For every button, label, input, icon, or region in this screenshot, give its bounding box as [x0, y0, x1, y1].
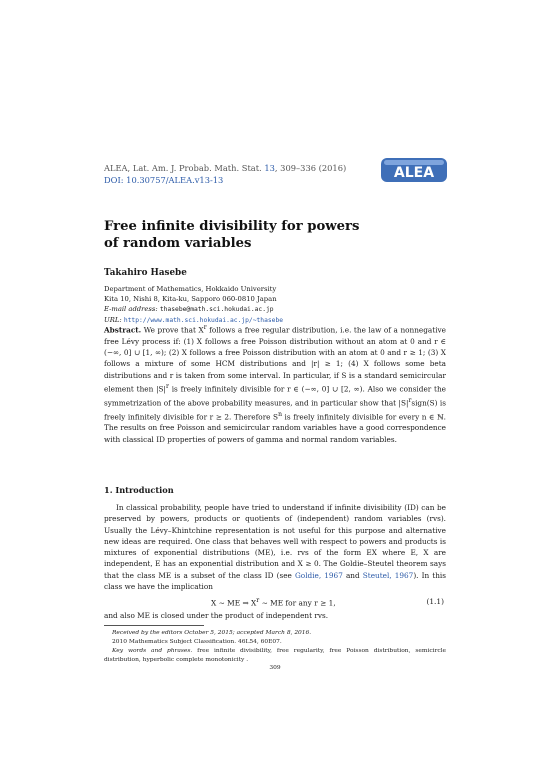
keywords-label: Key words and phrases.	[112, 648, 193, 654]
footnote-rule	[104, 625, 204, 626]
sup-n: n	[278, 410, 282, 418]
email-label: E-mail address:	[104, 305, 158, 313]
equation-tail: ∼ ME for any r ≥ 1,	[259, 598, 336, 608]
journal-name: ALEA, Lat. Am. J. Probab. Math. Stat.	[104, 163, 262, 173]
equation-sup-r: r	[256, 597, 260, 604]
title-line-2: of random variables	[104, 236, 252, 251]
paper-title	[104, 218, 464, 252]
title-line-1: Free infinite divisibility for powers	[104, 219, 360, 234]
page-number: 309	[269, 665, 281, 671]
alea-logo	[380, 155, 448, 185]
sup-r-1: r	[203, 324, 207, 331]
intro-paragraph: In classical probability, people have tried to understand if infinite divisibility (ID) can be preserved by powers, products or quotients of (independent) random variables (rvs). Usually the Lévy–Khintchine representation is not useful for this purpose and alternative new ideas are required. One class that behaves well with respect to powers and products is mixtures of exponential distributions (ME), i.e. rvs of the form EX where E, X are independent, E has an exponential distribution and X ≥ 0. The Goldie–Steutel theorem says that the class ME is a subset of the class ID (see	[104, 503, 446, 580]
keywords: free infinite divisibility, free regularity, free Poisson distribution, semicircle distribution, hyperbolic complete monotonicity .	[104, 648, 446, 663]
abstract-text-2: follows a free regular distribution, i.e. the law of a nonnegative free Lévy process if: (1) X follows a free Poisson distribution without an atom at 0 and r ∈ (−∞, 0] ∪ [1, ∞); (2) X follows a free Poisson distribution with an atom at 0 and r ≥ 1; (3) X follows a mixture of some HCM distributions and |r| ≥ 1; (4) X follows some beta distributions and r is taken from some interval. In particular, if S is a standard semicircular element then |S|	[104, 325, 446, 394]
equation-number: (1.1)	[426, 597, 444, 606]
affiliation-dept: Department of Mathematics, Hokkaido University	[104, 285, 277, 293]
introduction-body	[104, 502, 446, 592]
after-equation-text: and also ME is closed under the product of independent rvs.	[104, 611, 329, 620]
sup-r-3: r	[408, 396, 412, 404]
homepage-link[interactable]: http://www.math.sci.hokudai.ac.jp/~thasebe	[123, 317, 284, 324]
citation-goldie[interactable]: Goldie, 1967	[294, 570, 343, 580]
journal-header	[104, 162, 404, 186]
received-note: Received by the editors October 5, 2015; accepted March 8, 2016.	[112, 630, 312, 636]
pages-year: , 309–336 (2016)	[274, 163, 347, 173]
abstract-label: Abstract.	[104, 325, 142, 335]
logo-text: ALEA	[393, 165, 435, 181]
affiliation-address: Kita 10, Nishi 8, Kita-ku, Sapporo 060-0810 Japan	[104, 295, 277, 303]
abstract-text-4: sign(S) is freely infinitely divisible for r ≥ 2. Therefore S	[104, 398, 446, 422]
equation-1-1	[104, 597, 446, 609]
equation-text: X ∼ ME ⇒ X	[211, 598, 257, 608]
intro-and: and	[342, 570, 363, 580]
doi-link[interactable]: DOI: 10.30757/ALEA.v13-13	[104, 175, 224, 185]
abstract-text-5: is freely infinitely divisible for every n ∈ ℕ. The results on free Poisson and semicircular random variables have a good correspondence with classical ID properties of powers of gamma and normal random variables.	[104, 412, 446, 444]
author-name: Takahiro Hasebe	[104, 268, 187, 278]
abstract-text-3: is freely infinitely divisible for r ∈ (−∞, 0] ∪ [2, ∞). Also we consider the symmetrization of the above probability measures, and in particular show that |S|	[104, 384, 446, 408]
msc-codes: 46L54, 60E07.	[236, 639, 282, 645]
abstract-text-1: We prove that X	[143, 325, 204, 335]
intro-paragraph-end: ). In this class we have the implication	[104, 570, 446, 592]
citation-steutel[interactable]: Steutel, 1967	[362, 570, 414, 580]
section-heading-introduction: 1. Introduction	[104, 485, 174, 495]
url-label: URL:	[104, 316, 122, 324]
volume-link[interactable]: 13	[264, 163, 275, 173]
affiliation	[104, 284, 464, 326]
email-address[interactable]: thasebe@math.sci.hokudai.ac.jp	[159, 306, 274, 313]
abstract	[104, 322, 446, 445]
footnotes	[104, 629, 446, 665]
msc-label: 2010 Mathematics Subject Classification.	[112, 639, 237, 645]
sup-r-2: r	[166, 383, 169, 391]
